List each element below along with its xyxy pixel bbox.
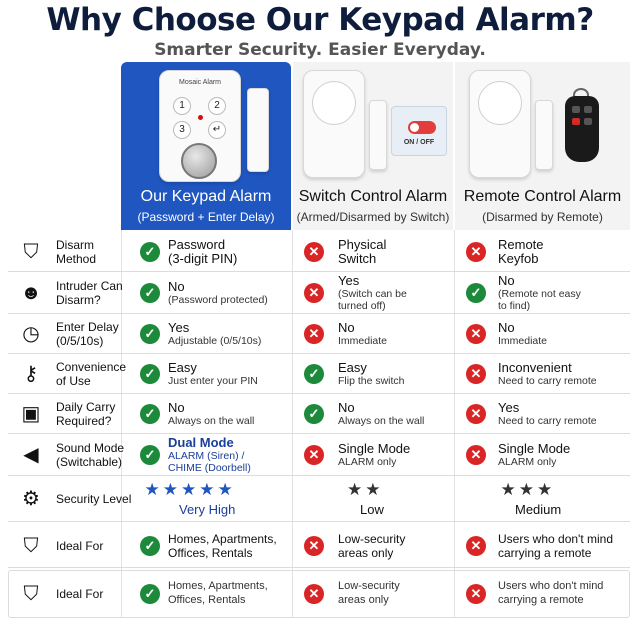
cell-value: Dual Mode xyxy=(168,435,234,450)
check-icon: ✓ xyxy=(140,324,160,344)
cell-value: Easy xyxy=(168,360,197,375)
cell-value: No xyxy=(168,279,185,294)
briefcase-icon: ▣ xyxy=(21,403,41,425)
table-row xyxy=(8,232,630,272)
cell-value: No xyxy=(498,273,515,288)
cell-note: ALARM only xyxy=(498,456,557,468)
cell-value: Homes, Apartments, xyxy=(168,532,277,546)
siren-grille xyxy=(312,81,356,125)
cell-value: Easy xyxy=(338,360,367,375)
cell-note: to find) xyxy=(498,300,531,312)
page-title: Why Choose Our Keypad Alarm? xyxy=(46,2,594,38)
cell-value: Offices, Rentals xyxy=(168,594,246,606)
cell-value: areas only xyxy=(338,546,394,560)
cell-value: Yes xyxy=(338,273,360,288)
page-subtitle: Smarter Security. Easier Everyday. xyxy=(154,40,486,60)
cell-value: Users who don't mind xyxy=(498,532,614,546)
cross-icon: ✕ xyxy=(304,445,324,465)
cell-note: (Password protected) xyxy=(168,294,268,306)
cell-value: carrying a remote xyxy=(498,594,584,606)
column-switch-alarm xyxy=(293,62,453,230)
cell-value: Homes, Apartments, xyxy=(168,580,268,592)
shield-check-icon: ⛉ xyxy=(23,535,39,557)
cross-icon: ✕ xyxy=(304,536,324,556)
cross-icon: ✕ xyxy=(304,324,324,344)
key-3: 3 xyxy=(173,121,191,139)
cell-note: ALARM only xyxy=(338,456,397,468)
door-sensor-magnet xyxy=(247,88,269,172)
feature-label: Daily Carry xyxy=(56,400,116,414)
cell-value: Password xyxy=(168,237,226,252)
cell-note: Always on the wall xyxy=(338,415,425,427)
cell-value: carrying a remote xyxy=(498,546,592,560)
speaker-icon: ◀ xyxy=(23,444,39,466)
cell-value: Low-security xyxy=(338,580,400,592)
feature-label: Required? xyxy=(56,414,112,428)
cell-value: Remote xyxy=(498,237,544,252)
siren-grille xyxy=(478,81,522,125)
table-row xyxy=(8,354,630,394)
check-icon: ✓ xyxy=(466,283,486,303)
star-rating: ★★★★★ xyxy=(144,480,236,499)
cell-value: (3-digit PIN) xyxy=(168,251,238,266)
key-1: 1 xyxy=(173,97,191,115)
cell-note: ALARM (Siren) / xyxy=(168,450,245,462)
table-row xyxy=(8,394,630,434)
check-icon: ✓ xyxy=(140,536,160,556)
column-name: Our Keypad Alarm xyxy=(140,188,272,205)
feature-label: Disarm? xyxy=(56,293,101,307)
cell-note: CHIME (Doorbell) xyxy=(168,462,251,474)
cell-value: Single Mode xyxy=(338,441,411,456)
cross-icon: ✕ xyxy=(466,445,486,465)
feature-label: Method xyxy=(56,252,97,266)
switch-toggle-image xyxy=(391,106,447,156)
column-name: Switch Control Alarm xyxy=(298,188,448,205)
column-keypad-alarm xyxy=(121,62,291,230)
cell-value: Users who don't mind xyxy=(498,580,604,592)
keypad-brand-label: Mosaic Alarm xyxy=(178,79,221,86)
cell-value: No xyxy=(168,400,185,415)
cell-note: Need to carry remote xyxy=(498,375,597,387)
keyfob-button xyxy=(572,106,580,113)
status-led xyxy=(198,115,203,120)
key-2: 2 xyxy=(208,97,226,115)
table-row xyxy=(8,272,630,314)
cell-value: Switch xyxy=(338,251,377,266)
clock-icon: ◷ xyxy=(22,323,40,345)
column-subtitle: (Password + Enter Delay) xyxy=(137,210,275,224)
column-remote-alarm xyxy=(455,62,630,230)
key-icon: ⚷ xyxy=(23,363,39,385)
cell-value: Physical xyxy=(338,237,387,252)
keyfob-button xyxy=(584,106,592,113)
door-sensor-magnet xyxy=(535,100,553,170)
cell-note: Flip the switch xyxy=(338,375,405,387)
cell-note: (Remote not easy xyxy=(498,288,581,300)
ideal-for-row xyxy=(8,524,630,568)
feature-label: (Switchable) xyxy=(56,455,123,469)
key-enter: ↵ xyxy=(208,121,226,139)
cross-icon: ✕ xyxy=(466,242,486,262)
check-icon: ✓ xyxy=(140,242,160,262)
keypad-device-image xyxy=(159,70,241,182)
star-rating: ★★ xyxy=(347,480,384,499)
feature-label: Enter Delay xyxy=(56,320,119,334)
check-icon: ✓ xyxy=(140,364,160,384)
cell-value: Keyfob xyxy=(498,251,539,266)
table-row xyxy=(8,434,630,476)
check-icon: ✓ xyxy=(140,404,160,424)
cell-value: areas only xyxy=(338,594,389,606)
cross-icon: ✕ xyxy=(466,364,486,384)
intruder-icon: ☻ xyxy=(20,282,42,304)
cross-icon: ✕ xyxy=(304,283,324,303)
cell-value: Inconvenient xyxy=(498,360,572,375)
cell-note: Immediate xyxy=(498,335,548,347)
cell-value: No xyxy=(338,400,355,415)
feature-label: Intruder Can xyxy=(56,279,123,293)
column-subtitle: (Disarmed by Remote) xyxy=(482,210,603,224)
bottom-summary-box xyxy=(8,570,630,618)
keypad-speaker-button xyxy=(181,143,217,179)
cell-note: Adjustable (0/5/10s) xyxy=(168,335,262,347)
check-icon: ✓ xyxy=(304,364,324,384)
cell-value: Yes xyxy=(168,320,190,335)
cell-value: No xyxy=(498,320,515,335)
table-row xyxy=(8,314,630,354)
cell-note: Always on the wall xyxy=(168,415,255,427)
cell-note: (Switch can be xyxy=(338,288,407,300)
check-icon: ✓ xyxy=(304,404,324,424)
feature-label: Convenience xyxy=(56,360,127,374)
keyfob-image xyxy=(565,96,599,162)
remote-alarm-device-image xyxy=(469,70,531,178)
feature-label: Ideal For xyxy=(56,587,104,601)
cell-note: turned off) xyxy=(338,300,386,312)
cross-icon: ✕ xyxy=(304,242,324,262)
keyfob-button xyxy=(584,118,592,125)
toggle-switch-icon xyxy=(408,121,436,134)
column-subtitle: (Armed/Disarmed by Switch) xyxy=(296,210,450,224)
cell-value: Low-security xyxy=(338,532,406,546)
column-name: Remote Control Alarm xyxy=(463,188,622,205)
feature-label: Ideal For xyxy=(56,539,104,553)
rating-label: Low xyxy=(360,502,384,517)
door-sensor-magnet xyxy=(369,100,387,170)
cross-icon: ✕ xyxy=(304,584,324,604)
cell-value: No xyxy=(338,320,355,335)
cell-note: Just enter your PIN xyxy=(168,375,258,387)
cell-value: Yes xyxy=(498,400,520,415)
check-icon: ✓ xyxy=(140,445,160,465)
shield-check-icon: ⛉ xyxy=(23,583,39,605)
feature-label: Sound Mode xyxy=(56,441,125,455)
feature-label: of Use xyxy=(56,374,91,388)
keyfob-button xyxy=(572,118,580,125)
gear-icon: ⚙ xyxy=(22,488,40,510)
feature-label: Disarm xyxy=(56,238,94,252)
check-icon: ✓ xyxy=(140,283,160,303)
cell-value: Single Mode xyxy=(498,441,571,456)
star-rating: ★★★ xyxy=(500,480,556,499)
cross-icon: ✕ xyxy=(466,324,486,344)
cross-icon: ✕ xyxy=(466,584,486,604)
toggle-label: ON / OFF xyxy=(403,139,435,146)
switch-alarm-device-image xyxy=(303,70,365,178)
cross-icon: ✕ xyxy=(466,536,486,556)
feature-label: Security Level xyxy=(56,492,132,506)
check-icon: ✓ xyxy=(140,584,160,604)
cell-note: Need to carry remote xyxy=(498,415,597,427)
cell-value: Offices, Rentals xyxy=(168,546,253,560)
shield-icon: ⛉ xyxy=(23,241,39,263)
cross-icon: ✕ xyxy=(466,404,486,424)
security-level-row xyxy=(8,476,630,522)
feature-label: (0/5/10s) xyxy=(56,334,104,348)
rating-label: Very High xyxy=(179,502,236,517)
cell-note: Immediate xyxy=(338,335,388,347)
rating-label: Medium xyxy=(515,502,562,517)
